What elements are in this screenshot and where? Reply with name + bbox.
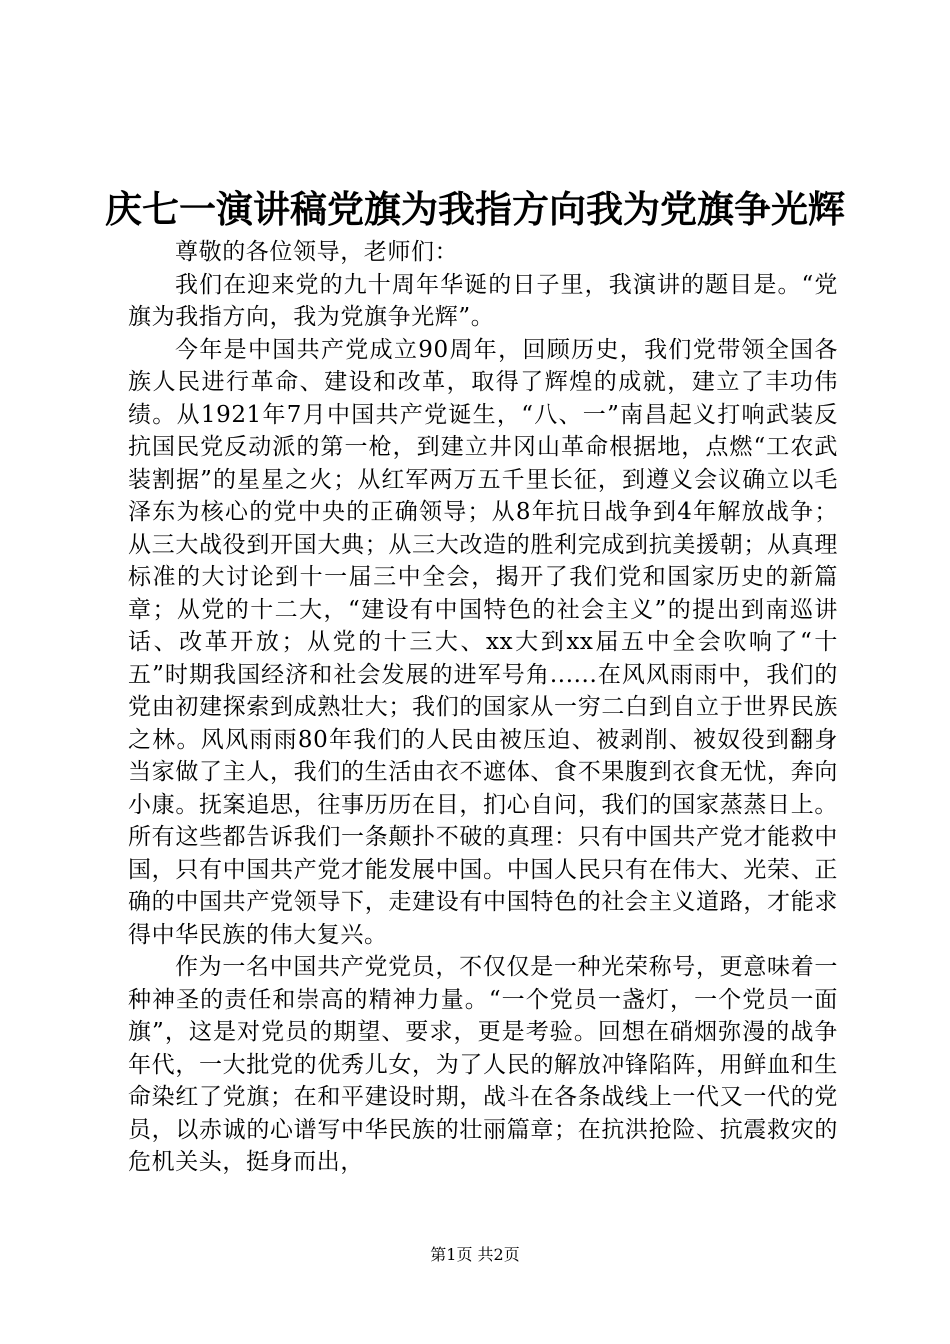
paragraph-2: 今年是中国共产党成立90周年，回顾历史，我们党带领全国各族人民进行革命、建设和改革，取得了辉煌的成就，建立了丰功伟绩。从1921年7月中国共产党诞生，“八、一”南昌起义打响武装反抗国民党反动派的第一枪，到建立井冈山革命根据地，点燃“工农武装割据”的星星之火；从红军两万五千里长征，到遵义会议确立以毛泽东为核心的党中央的正确领导；从8年抗日战争到4年解放战争；从三大战役到开国大典；从三大改造的胜利完成到抗美援朝；从真理标准的大讨论到十一届三中全会，揭开了我们党和国家历史的新篇章；从党的十二大，“建设有中国特色的社会主义”的提出到南巡讲话、改革开放；从党的十三大、xx大到xx届五中全会吹响了“十五”时期我国经济和社会发展的进军号角......在风风雨雨中，我们的党由初建探索到成熟壮大；我们的国家从一穷二白到自立于世界民族之林。风风雨雨80年我们的人民由被压迫、被剥削、被奴役到翻身当家做了主人，我们的生活由衣不遮体、食不果腹到衣食无忧，奔向小康。抚案追思，往事历历在目，扪心自问，我们的国家蒸蒸日上。所有这些都告诉我们一条颠扑不破的真理：只有中国共产党才能救中国，只有中国共产党才能发展中国。中国人民只有在伟大、光荣、正确的中国共产党领导下，走建设有中国特色的社会主义道路，才能求得中华民族的伟大复兴。 bbox=[128, 336, 838, 948]
paragraph-3: 作为一名中国共产党党员，不仅仅是一种光荣称号，更意味着一种神圣的责任和崇高的精神力量。“一个党员一盏灯，一个党员一面旗”，这是对党员的期望、要求，更是考验。回想在硝烟弥漫的战争年代，一大批党的优秀儿女，为了人民的解放冲锋陷阵，用鲜血和生命染红了党旗；在和平建设时期，战斗在各条战线上一代又一代的党员，以赤诚的心谱写中华民族的壮丽篇章；在抗洪抢险、抗震救灾的危机关头，挺身而出， bbox=[128, 954, 838, 1175]
document-title: 庆七一演讲稿党旗为我指方向我为党旗争光辉 bbox=[105, 187, 845, 231]
greeting-line: 尊敬的各位领导，老师们： bbox=[175, 239, 459, 265]
document-body bbox=[128, 236, 838, 1179]
paragraph-1: 我们在迎来党的九十周年华诞的日子里，我演讲的题目是。“党旗为我指方向，我为党旗争光辉”。 bbox=[128, 271, 838, 330]
page-footer: 第1页 共2页 bbox=[430, 1245, 520, 1264]
